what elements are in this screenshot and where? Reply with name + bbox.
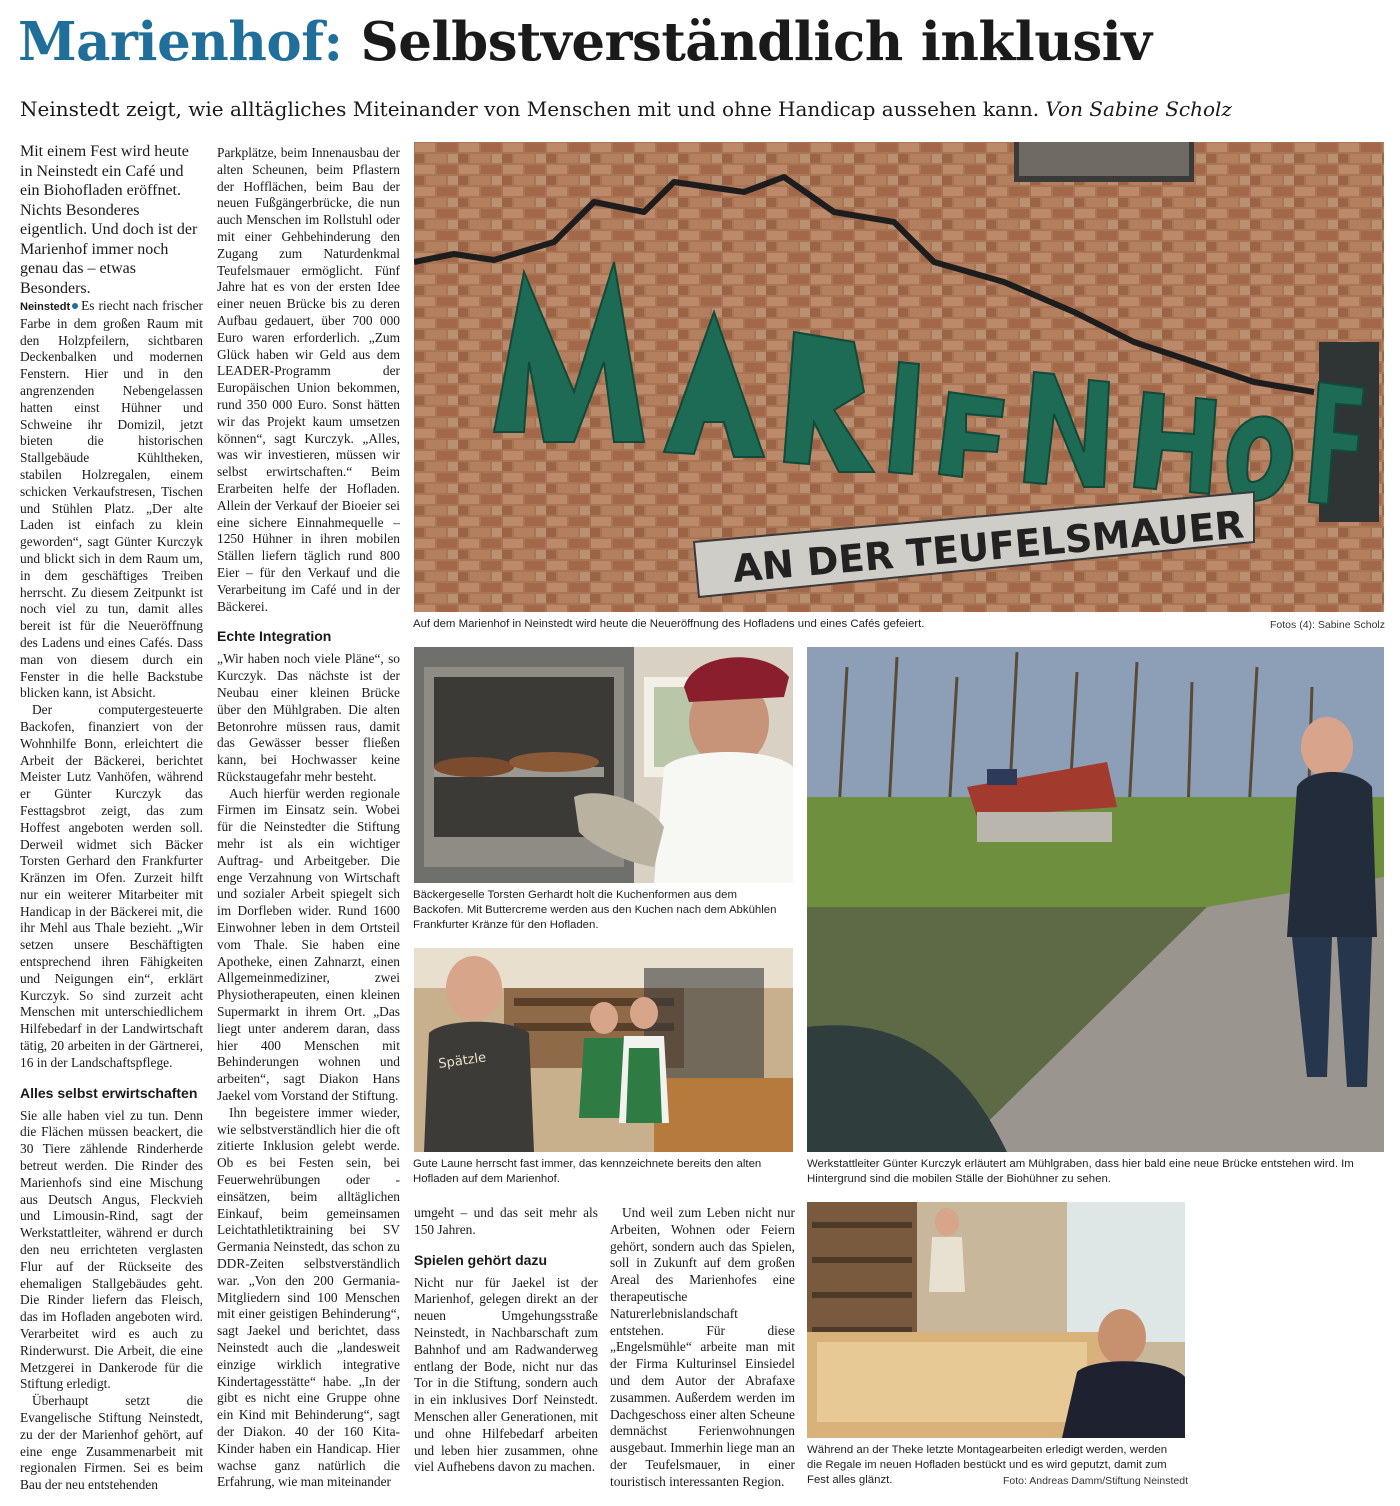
credit-andreas-damm: Foto: Andreas Damm/Stiftung Neinstedt (1002, 1475, 1188, 1487)
baker-illustration (414, 647, 793, 883)
meadow-illustration (807, 647, 1384, 1152)
col2-p2: „Wir haben noch viele Pläne“, so Kurczyk. Das nächste ist der Neubau einer kleinen Brücke über den Mühlgraben. Die alten Betonrohre müssen raus, damit das Gewässer besser fließen kann, bei Hochwasser keine Rückstaugefahr mehr besteht. (217, 651, 400, 784)
subhead-echte-integration: Echte Integration (217, 628, 332, 645)
headline-main: Selbstverständlich inklusiv (360, 11, 1152, 73)
headline (18, 6, 1388, 78)
photo-meadow (807, 647, 1384, 1152)
headline-place: Marienhof: (18, 11, 343, 73)
article-column-3 (414, 1205, 598, 1495)
caption-meadow: Werkstattleiter Günter Kurczyk erläutert am Mühlgraben, dass hier bald eine neue Brücke entstehen wird. Im Hintergrund sind die mobilen Ställe der Biohühner zu sehen. (807, 1158, 1354, 1185)
subhead-alles-selbst: Alles selbst erwirtschaften (20, 1084, 198, 1101)
subheadline (20, 94, 1390, 124)
byline: Von Sabine Scholz (1045, 97, 1232, 121)
photo-shop (414, 948, 793, 1152)
col2-p1: Parkplätze, beim Innenausbau der alten Scheunen, beim Pflastern der Hofflächen, beim Bau der neuen Fußgängerbrücke, die nun auch Menschen im Rollstuhl oder mit einer Gehbehinderung den Zugang zum Naturdenkmal Teufelsmauer ermöglicht. Fünf Jahre hat es von der ersten Idee einer neuen Brücke bis zu deren Aufbau gedauert, über 700 000 Euro waren erforderlich. „Zum Glück haben wir Geld aus dem LEADER-Programm der Europäischen Union bekommen, rund 350 000 Euro. Sonst hätten wir das Projekt kaum umsetzen können“, sagt Kurczyk. „Alles, was wir investieren, müssen wir selbst erwirtschaften.“ Beim Erarbeiten helfe der Hofladen. Allein der Verkauf der Bioeier sei eine sichere Einnahmequelle – 1250 Hühner in ihren mobilen Ställen liefern täglich rund 800 Eier – für den Verkauf und die Verarbeitung im Café und in der Bäckerei. (217, 145, 400, 614)
col1-p3: Sie alle haben viel zu tun. Denn die Flächen müssen beackert, die 30 Tiere zählende Rinderherde betreut werden. Die Rinder des Marienhofs sind eine Mischung aus Deutsch Angus, Fleckvieh und Limousin-Rind, sagt der Werkstattleiter, während er durch den neu errichteten verglasten Flur auf der Rückseite des ehemaligen Stallgebäudes geht. Die Rinder liefern das Fleisch, das im Hofladen angeboten wird. Verarbeitet wird es auch zu Rinderwurst. Die Arbeit, die eine Metzgerei in Dankerode für die Stiftung erledigt. (20, 1107, 203, 1392)
caption-baker: Bäckergeselle Torsten Gerhardt holt die Kuchenformen aus dem Backofen. Mit Buttercreme werden aus den Kuchen nach dem Abkühlen Frankfurter Kränze für den Hofladen. (413, 889, 777, 931)
credit-sabine-scholz: Fotos (4): Sabine Scholz (1270, 619, 1385, 631)
article-column-2 (217, 145, 400, 1498)
col3-p2: Nicht nur für Jaekel ist der Marienhof, gelegen direkt an der neuen Umgehungsstraße Neinstedt, in Nachbarschaft zum Bahnhof und am Radwanderweg entlang der Bode, nicht nur das Tor in die Stiftung, sondern auch in ein inklusives Dorf Neinstedt. Menschen aller Generationen, mit und ohne Hilfebedarf arbeiten und leben hier zusammen, ohne viel Aufhebens davon zu machen. (414, 1274, 598, 1475)
col1-p2: Der computergesteuerte Backofen, finanziert von der Wohnhilfe Bonn, erleichtert die Arbeit der Bäckerei, berichtet Meister Lutz Vanhöfen, während er Günter Kurczyk das Festtagsbrot zeigt, das zum Hoffest angeboten werden soll. Derweil widmet sich Bäcker Torsten Gerhard den Frankfurter Kränzen im Ofen. Zurzeit hilft nur ein weiterer Mitarbeiter mit Handicap in der Bäckerei mit, die ihr Mehl aus Thale bezieht. „Wir setzen unsere Beschäftigten entsprechend ihren Fähigkeiten und Neigungen ein“, erklärt Kurczyk. So sind zurzeit acht Menschen mit unterschiedlichem Hilfebedarf in der Landwirtschaft tätig, 20 arbeiten in der Gärtnerei, 16 in der Landschaftspflege. (20, 702, 203, 1070)
caption-shop: Gute Laune herrscht fast immer, das kennzeichnete bereits den alten Hofladen auf dem Marienhof. (413, 1158, 762, 1185)
subheadline-text: Neinstedt zeigt, wie alltägliches Miteinander von Menschen mit und ohne Handicap aussehen kann. (20, 97, 1040, 121)
photo-baker (414, 647, 793, 883)
article-column-1 (20, 142, 203, 1498)
col1-p1: Es riecht nach frischer Farbe in dem großen Raum mit den Holzpfeilern, sichtbaren Deckenbalken und modernen Fenstern. Hier und in den angrenzenden Nebengelassen hatten einst Hühner und Schweine ihr Domizil, jetzt bieten die historischen Stallgebäude Kühltheken, stabilen Holzregalen, einem schicken Verkaufstresen, Tischen und Stühlen Platz. „Der alte Laden ist einfach zu klein geworden“, sagt Günter Kurczyk und blickt sich in dem Raum um, in dem geschäftiges Treiben herrscht. Zu diesem Zeitpunkt ist noch viel zu tun, damit alles bereit ist für die Neueröffnung des Ladens und eines Cafés. Dass man von diesem durch ein Fenster in die helle Backstube blicken kann, ist Absicht. (20, 298, 203, 701)
lead-paragraph: Mit einem Fest wird heute in Neinstedt ein Café und ein Biohofladen eröffnet. Nichts Besonderes eigentlich. Und doch ist der Marienhof immer noch genau das – etwas Besonders. (20, 143, 198, 297)
article-column-4 (610, 1205, 795, 1495)
col4-p1: Und weil zum Leben nicht nur Arbeiten, Wohnen oder Feiern gehört, sondern auch das Spielen, soll in Zukunft auf dem großen Areal des Marienhofes eine therapeutische Naturerlebnislandschaft entstehen. Für diese „Engelsmühle“ arbeite man mit der Firma Kulturinsel Einsiedel und dem Autor der Abrafaxe zusammen. Außerdem werden im Dachgeschoss einer alten Scheune demnächst Ferienwohnungen ausgebaut. Immerhin liege man an der Teufelsmauer, in einer touristisch interessanten Region. (610, 1205, 795, 1489)
caption-sign: Auf dem Marienhof in Neinstedt wird heute die Neueröffnung des Hofladens und eines Cafés gefeiert. (413, 618, 925, 630)
col2-p4: Ihn begeistere immer wieder, wie selbstverständlich hier die oft zitierte Inklusion gelebt werde. Ob es bei Festen sein, bei Feuerwehrübungen oder -einsätzen, beim alltäglichen Einkauf, beim gemeinsamen Leichtathletiktraining bei SV Germania Neinstedt, das schon zu DDR-Zeiten selbstverständlich war. „Von den 200 Germania-Mitgliedern sind 100 Menschen mit einer geistigen Behinderung“, sagt Jaekel und berichtet, dass Neinstedt auch die „landesweit einzige wirklich integrative Kindertagesstätte“ habe. „In der gibt es nicht eine Gruppe ohne ein Kind mit Behinderung“, sagt der Diakon. 40 der 160 Kita-Kinder haben ein Handicap. Hier wachse ganz natürlich die Erfahrung, wie man miteinander (217, 1104, 400, 1490)
col1-p4: Überhaupt setzt die Evangelische Stiftung Neinstedt, zu der der Marienhof gehört, auf eine enge Zusammenarbeit mit regionalen Firmen. Sei es beim Bau der neu entstehenden (20, 1393, 203, 1493)
subhead-spielen: Spielen gehört dazu (414, 1251, 548, 1268)
photo-counter (807, 1202, 1185, 1438)
dateline: Neinstedt (20, 301, 71, 313)
sign-plate-text: AN DER TEUFELSMAUER (730, 502, 1246, 591)
counter-illustration (807, 1202, 1185, 1438)
photo-marienhof-sign (414, 142, 1384, 612)
caption-counter: Während an der Theke letzte Montagearbeiten erledigt werden, werden die Regale im neuen Hofladen bestückt und es wird geputzt, damit zum Fest alles glänzt. (807, 1444, 1168, 1486)
col3-p1: umgeht – und das seit mehr als 150 Jahren. (414, 1205, 598, 1237)
first-paragraph (20, 298, 203, 702)
shop-illustration (414, 948, 793, 1152)
shirt-text: Spätzle (437, 1050, 488, 1072)
dateline-dot-icon (72, 303, 78, 309)
col2-p3: Auch hierfür werden regionale Firmen im Einsatz sein. Wobei für die Neinstedter die Stiftung mehr ist als ein wichtiger Auftrag- und Arbeitgeber. Die enge Verzahnung von Wirtschaft und sozialer Arbeit spiegelt sich im Dorfleben wider. Rund 1600 Einwohner leben in dem Ortsteil vom Thale. Sie haben eine Apotheke, einen Zahnarzt, einen Allgemeinmediziner, zwei Physiotherapeuten, einen kleinen Supermarkt in ihrem Ort. „Das liegt unter anderem daran, dass hier 400 Menschen mit Behinderungen wohnen und arbeiten“, sagt Diakon Hans Jaekel vom Vorstand der Stiftung. (217, 785, 400, 1104)
sign-illustration (414, 142, 1384, 612)
